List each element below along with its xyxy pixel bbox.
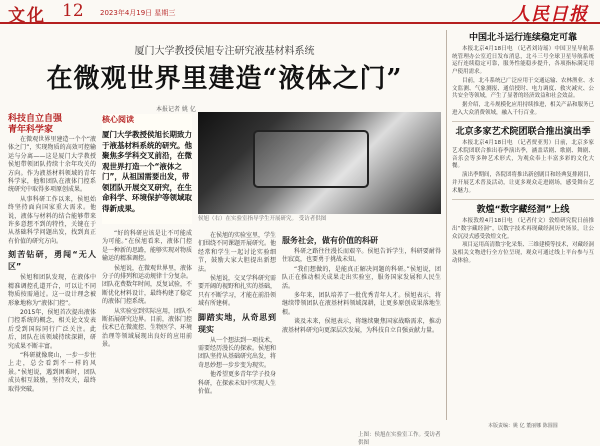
lead-column-middle [102,230,192,406]
page-editor-credit: 本版责编：姚 亿 董丽娜 陈圆圆 [488,423,558,429]
paragraph: 2015年，侯旭首次提出液体门控系统的概念，相关论文发表后受到国际同行广泛关注。此后，团队在该领域持续深耕，研究成果不断丰富。 [8,308,96,350]
sidebar-news [452,28,594,424]
series-badge: 科技自立自强 青年科学家 [8,114,63,135]
lead-column-left [8,114,96,406]
lead-kicker: 厦门大学教授侯旭专注研究液基材料系统 [134,46,315,57]
section-subhead: 刻苦钻研，勇闯“无人区” [8,250,96,272]
sidebar-headline: 敦煌“数字藏经洞”上线 [476,205,570,216]
paragraph: 本报敦煌4月18日电 （记者付文）敦煌研究院日前推出“数字藏经洞”，以数字技术再现藏经洞历史场景，让公众沉浸式感受敦煌文化。 [452,218,594,240]
paragraph: 本报北京4月18日电 （记者贾亚男）日前，北京多家艺术院团联合推出春季演出季，涵盖话剧、歌剧、舞剧、音乐会等多种艺术形式，为观众奉上丰富多彩的文化大餐。 [452,140,594,170]
sidebar-story [452,46,594,117]
sidebar-headline: 北京多家艺术院团联合推出演出季 [455,127,591,138]
paragraph: 演出季期间，各院团将推出新创剧目和经典复排剧目，并开展艺术普及活动，让更多观众走进剧场，感受舞台艺术魅力。 [452,172,595,194]
lead-headline: 在微观世界里建造“液体之门” [46,64,403,94]
lead-byline: 本报记者 姚 亿 [156,106,196,113]
sidebar-headline: 中国北斗运行连续稳定可靠 [468,33,577,43]
section-subhead: 服务社会，做有价值的科研 [282,236,378,245]
column-divider [446,30,447,420]
paragraph: “我们想做的，是能真正解决问题的科研。”侯旭说，团队正在推动相关成果走出实验室，服务国家发展和人民生活。 [282,265,441,290]
paragraph: 目前，北斗系统已广泛应用于交通运输、农林渔业、水文监测、气象测报、通信授时、电力调度、救灾减灾、公共安全等领域，产生了显著的经济效益和社会效益。 [452,77,595,100]
photo-caption: 侯旭（右）在实验室指导学生开展研究。 受访者供图 [198,216,327,222]
publication-date: 2023年4月19日 星期三 [100,9,176,17]
paragraph: “科研就像爬山，一步一步往上走，总会看到不一样的风景。”侯旭说，遇到困难时，团队成员相互鼓励，坚持攻关，最终取得突破。 [8,351,96,393]
story-separator [452,199,594,200]
lead-column-center [198,232,276,406]
paragraph: 从实验室到实际应用，团队不断拓展研究边界。目前，液体门控技术已在微流控、生物医学、环境治理等领域展现出良好的应用前景。 [102,307,193,349]
paragraph: “好的科研应该是让不可能成为可能。”在侯旭看来，液体门控是一种新的思路，能够实现对物质输运的精准调控。 [102,230,193,263]
lead-story [8,28,441,446]
paragraph: 在微观世界里建造一个个“液体之门”，实现物质的高效可控输运与分离——这是厦门大学教授侯旭带领团队持续十余年攻关的方向。作为液基材料领域的青年科学家，他和团队在液体门控系统研究中取得多项原创成果。 [8,136,96,194]
paragraph: 侯旭说，交叉学科研究需要开阔的视野和扎实的基础，只有不断学习，才能在前沿领域有所建树。 [198,275,277,308]
paragraph: 多年来，团队培养了一批优秀青年人才。侯旭表示，将继续带领团队在液基材料领域深耕，让更多原创成果落地生根。 [282,292,441,316]
paragraph: 侯旭和团队发现，在液体中精准调控孔道开合，可以让不同物质按需通过。这一设计理念被形象地称为“液体门控”。 [8,274,96,307]
lab-photo [198,112,441,214]
paragraph: 从一个想法到一项技术，需要经历漫长的探索。侯旭和团队坚持从基础研究出发，将奇思妙想一步步变为现实。 [198,336,277,369]
paragraph: 科研之路往往漫长而艰辛。侯旭告诉学生，科研要耐得住寂寞，也要勇于挑战未知。 [282,248,441,264]
sidebar-story [452,218,594,265]
section-subhead: 脚踏实地，从奇思到现实 [198,312,276,334]
paragraph: 从事科研工作以来，侯旭始终坚持面向国家重大需求。他说，液体与材料的结合能够带来许多意想不到的特性，关键在于从基础科学问题出发，找到真正有价值的研究方向。 [8,195,96,245]
photo-credit: 上图：侯旭在实验室工作。受访者供图 [358,432,441,446]
paragraph: 在侯旭的实验室里，学生们围绕不同课题开展研究。他经常和学生一起讨论实验细节，鼓励大家大胆提出新想法。 [198,232,277,273]
paragraph: 谈及未来，侯旭表示，将继续聚焦国家战略需求，推动液基材料研究向更深层次发展，为科技自立自强贡献力量。 [282,318,441,334]
paragraph: 据介绍，北斗规模化应用持续推进，相关产品和服务已进入大众消费领域，融入千行百业。 [452,101,595,116]
page-number: 12 [62,1,84,21]
masthead [0,0,600,24]
paragraph: 侯旭说，在微观世界里，液体分子的排列和运动规律十分复杂。团队花费数年时间，反复试验，不断优化材料设计，最终构建了稳定的液体门控系统。 [102,264,193,306]
lead-column-right [282,232,441,406]
section-name: 文化 [8,6,46,26]
core-reading-text: 厦门大学教授侯旭长期致力于液基材料系统的研究。他聚焦多学科交叉前沿，在微观世界打造一个“液体之门”，从祖国需要出发，带领团队开展交叉研究，在生命科学、环境保护等领域取得新成果。 [102,130,192,213]
sidebar-story [452,140,594,195]
story-separator [452,121,594,122]
paragraph: 他希望更多青年学子投身科研，在探索未知中实现人生价值。 [198,371,277,396]
core-reading-title: 核心阅读 [102,115,134,124]
paragraph: 项目运用高清数字化采集、三维建模等技术，对藏经洞及相关文物进行全方位呈现，观众可通过线上平台参与互动体验。 [452,242,595,264]
newspaper-logo: 人民日报 [512,4,588,25]
paragraph: 本报北京4月18日电 （记者刘诗瑶）中国卫星导航系统管理办公室近日发布消息，北斗三号全球卫星导航系统运行连续稳定可靠，服务性能稳步提升，各项指标满足用户使用需求。 [452,46,594,76]
core-reading-box [102,114,192,224]
